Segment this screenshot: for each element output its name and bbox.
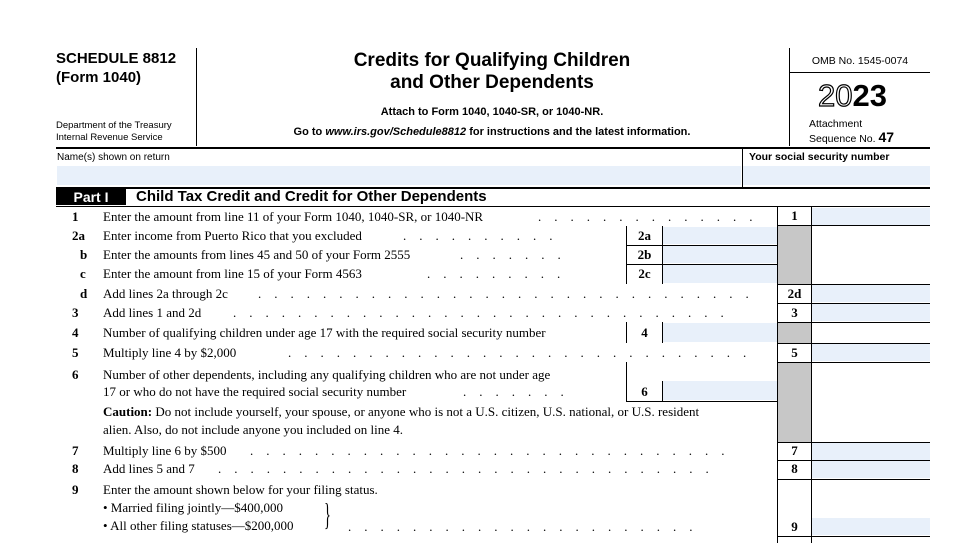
line9-number: 9 bbox=[72, 482, 79, 497]
caution-text-1 bbox=[103, 404, 699, 420]
sequence-number: 47 bbox=[878, 129, 895, 145]
form-name: (Form 1040) bbox=[56, 69, 142, 86]
box-line bbox=[778, 479, 930, 480]
line8-box-label: 8 bbox=[791, 461, 798, 476]
line8-amount[interactable] bbox=[812, 461, 930, 478]
line2a-amount[interactable] bbox=[663, 227, 777, 244]
line6-count[interactable] bbox=[663, 381, 777, 400]
leader-dots: . . . . . . . . . . . . . . . . . . . . . . bbox=[348, 519, 693, 534]
line7-box-label: 7 bbox=[791, 443, 798, 458]
box-col-right-border bbox=[811, 207, 812, 543]
irs-link[interactable]: www.irs.gov/Schedule8812 bbox=[325, 126, 467, 138]
leader-dots: . . . . . . . . . . . . . . . . . . . . . . . . . . . . . . . bbox=[258, 286, 749, 301]
shaded-area-2 bbox=[778, 226, 811, 284]
line7-number: 7 bbox=[72, 443, 79, 458]
sequence-text: Sequence No. bbox=[809, 133, 876, 145]
mid-box-line bbox=[627, 401, 777, 402]
form-title-line1: Credits for Qualifying Children bbox=[353, 50, 631, 71]
line2c-text: Enter the amount from line 15 of your Form 4563 bbox=[103, 266, 362, 281]
sequence-label bbox=[809, 129, 894, 145]
line2c-amount[interactable] bbox=[663, 265, 777, 283]
line2b-box-label: 2b bbox=[637, 247, 652, 262]
line9-amount[interactable] bbox=[812, 518, 930, 535]
leader-dots: . . . . . . . . . . . . . . bbox=[538, 209, 753, 224]
line3-box-label: 3 bbox=[791, 305, 798, 320]
leader-dots: . . . . . . . . . . . . . . . . . . . . . . . . . . . . . . . bbox=[218, 461, 709, 476]
box-line bbox=[778, 536, 930, 537]
box-line bbox=[778, 225, 930, 226]
ssn-input[interactable] bbox=[743, 166, 930, 185]
name-row-top-border bbox=[56, 147, 930, 149]
box-line bbox=[778, 322, 930, 323]
line7-text: Multiply line 6 by $500 bbox=[103, 443, 227, 458]
tax-year bbox=[818, 76, 887, 116]
line8-number: 8 bbox=[72, 461, 79, 476]
omb-divider bbox=[790, 72, 930, 73]
leader-dots: . . . . . . . . . . . . . . . . . . . . . . . . . . . . . . . bbox=[233, 305, 724, 320]
line4-text: Number of qualifying children under age 17 with the required social security number bbox=[103, 325, 546, 340]
line5-amount[interactable] bbox=[812, 344, 930, 361]
name-label: Name(s) shown on return bbox=[57, 152, 170, 163]
line2b-text: Enter the amounts from lines 45 and 50 of your Form 2555 bbox=[103, 247, 411, 262]
line2c-number: c bbox=[80, 266, 86, 281]
dept-treasury: Department of the Treasury bbox=[56, 120, 172, 131]
line2b-amount[interactable] bbox=[663, 246, 777, 263]
line2a-box-label: 2a bbox=[638, 228, 651, 243]
line9-option-other: • All other filing statuses—$200,000 bbox=[103, 518, 294, 533]
line2a-number: 2a bbox=[72, 228, 85, 243]
line9-box-label: 9 bbox=[791, 519, 798, 534]
part-tag: Part I bbox=[56, 189, 126, 205]
box-line bbox=[778, 362, 930, 363]
line5-text: Multiply line 4 by $2,000 bbox=[103, 345, 237, 360]
caution-text-2: alien. Also, do not include anyone you included on line 4. bbox=[103, 422, 404, 437]
line7-amount[interactable] bbox=[812, 443, 930, 460]
irs-label: Internal Revenue Service bbox=[56, 132, 163, 143]
line1-number: 1 bbox=[72, 209, 79, 224]
part-title: Child Tax Credit and Credit for Other Dependents bbox=[136, 188, 487, 205]
line2c-box-label: 2c bbox=[638, 266, 651, 281]
line9-text: Enter the amount shown below for your filing status. bbox=[103, 482, 378, 497]
schedule-title: SCHEDULE 8812 bbox=[56, 50, 177, 67]
box-line bbox=[778, 303, 930, 304]
form-title-line2: and Other Dependents bbox=[390, 72, 594, 93]
line6-text-2: 17 or who do not have the required social security number bbox=[103, 384, 407, 399]
line1-text: Enter the amount from line 11 of your Form 1040, 1040-SR, or 1040-NR bbox=[103, 209, 484, 224]
line2b-number: b bbox=[80, 247, 88, 262]
line1-amount[interactable] bbox=[812, 208, 930, 225]
ssn-label: Your social security number bbox=[749, 151, 890, 163]
caution-label: Caution: bbox=[103, 404, 153, 419]
line5-box-label: 5 bbox=[791, 345, 798, 360]
line6-box-label: 6 bbox=[641, 384, 648, 399]
line2a-text: Enter income from Puerto Rico that you excluded bbox=[103, 228, 362, 243]
attach-instruction: Attach to Form 1040, 1040-SR, or 1040-NR. bbox=[380, 106, 604, 118]
line8-text: Add lines 5 and 7 bbox=[103, 461, 195, 476]
attachment-label: Attachment bbox=[809, 118, 863, 130]
line9-option-joint: • Married filing jointly—$400,000 bbox=[103, 500, 284, 515]
brace-icon: } bbox=[324, 496, 331, 532]
line1-box-label: 1 bbox=[791, 208, 798, 223]
line2d-number: d bbox=[80, 286, 88, 301]
name-input[interactable] bbox=[57, 166, 741, 185]
leader-dots: . . . . . . . . . . bbox=[403, 228, 553, 243]
shaded-area-6 bbox=[778, 362, 811, 442]
line3-text: Add lines 1 and 2d bbox=[103, 305, 202, 320]
line6-number: 6 bbox=[72, 367, 79, 382]
box-line bbox=[778, 284, 930, 285]
part-bottom-border bbox=[56, 206, 930, 207]
line5-number: 5 bbox=[72, 345, 79, 360]
line3-number: 3 bbox=[72, 305, 79, 320]
line4-number: 4 bbox=[72, 325, 79, 340]
omb-number: OMB No. 1545-0074 bbox=[811, 55, 909, 67]
year-bold: 23 bbox=[852, 78, 887, 113]
leader-dots: . . . . . . . bbox=[463, 384, 564, 399]
caution-body: Do not include yourself, your spouse, or anyone who is not a U.S. citizen, U.S. national, or U.S. resident bbox=[152, 404, 700, 419]
line4-box-label: 4 bbox=[641, 325, 648, 340]
shaded-area-4 bbox=[778, 322, 811, 343]
line4-count[interactable] bbox=[663, 323, 777, 342]
leader-dots: . . . . . . . . . bbox=[427, 266, 561, 281]
leader-dots: . . . . . . . . . . . . . . . . . . . . . . . . . . . . . . bbox=[250, 443, 725, 458]
leader-dots: . . . . . . . . . . . . . . . . . . . . . . . . . . . . . bbox=[288, 345, 747, 360]
leader-dots: . . . . . . . bbox=[460, 247, 561, 262]
goto-instruction bbox=[197, 126, 787, 138]
box-line bbox=[778, 343, 930, 344]
year-outline: 20 bbox=[818, 78, 853, 113]
goto-prefix: Go to bbox=[293, 126, 326, 138]
line2d-amount[interactable] bbox=[812, 285, 930, 302]
line2d-box-label: 2d bbox=[787, 286, 802, 301]
line2d-text: Add lines 2a through 2c bbox=[103, 286, 228, 301]
line6-text-1: Number of other dependents, including any qualifying children who are not under age bbox=[103, 367, 551, 382]
line3-amount[interactable] bbox=[812, 304, 930, 321]
goto-suffix: for instructions and the latest information. bbox=[466, 126, 691, 138]
